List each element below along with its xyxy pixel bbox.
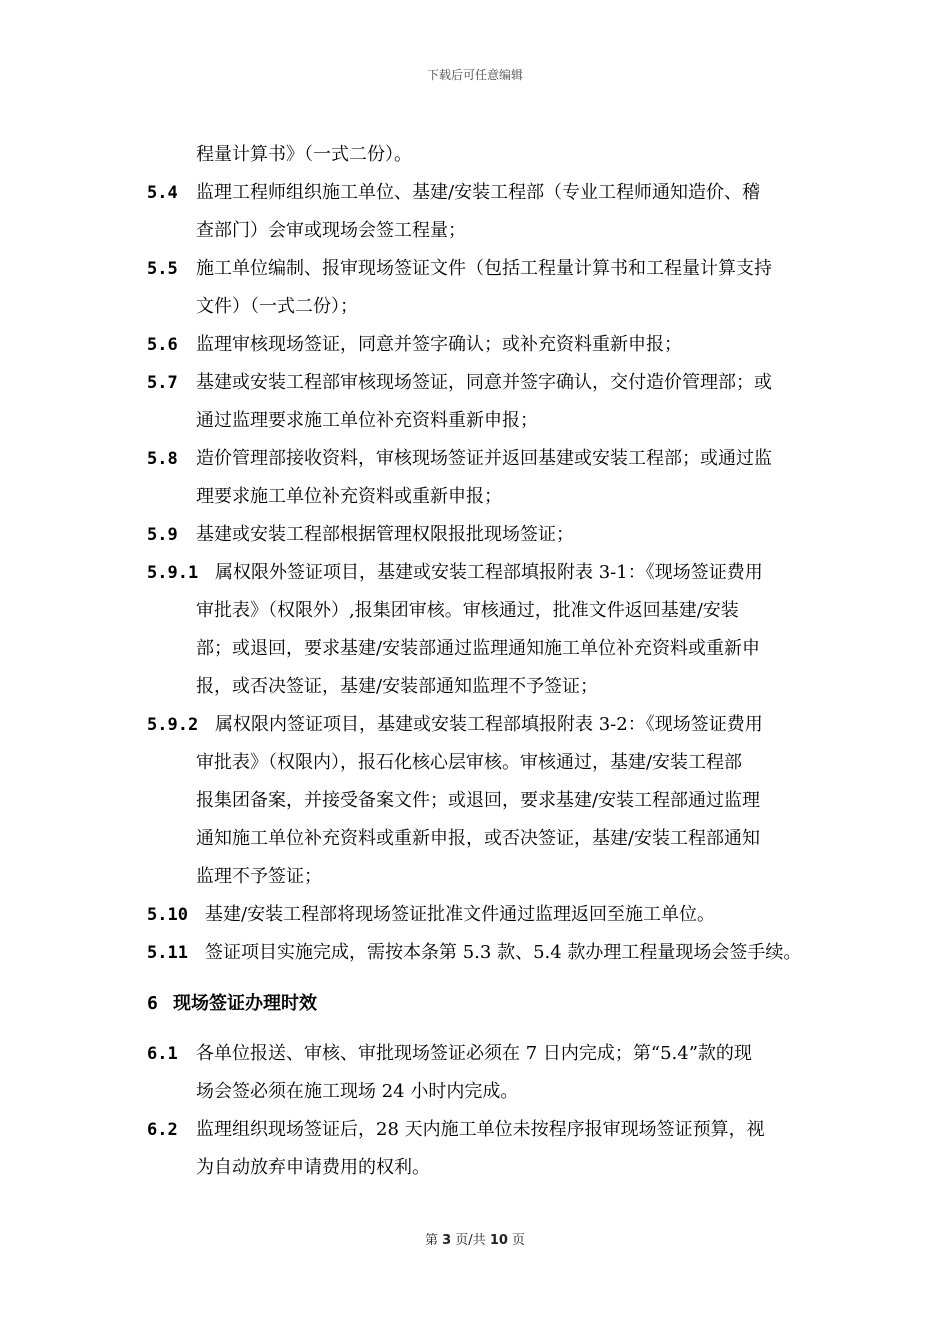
continuation-line bbox=[147, 136, 827, 174]
clause-line bbox=[147, 1149, 827, 1187]
footer-page-number: 3 bbox=[442, 1233, 452, 1248]
clause-line bbox=[147, 630, 827, 668]
clause-line bbox=[147, 440, 827, 478]
clause-text: 文件）（一式二份）； bbox=[196, 296, 358, 317]
clause-number: 5.8 bbox=[147, 449, 178, 469]
clause-text: 通过监理要求施工单位补充资料重新申报； bbox=[196, 410, 538, 431]
clause-text: 场会签必须在施工现场 24 小时内完成。 bbox=[196, 1081, 519, 1102]
clause-line bbox=[147, 478, 827, 516]
footer-suffix: 页 bbox=[512, 1233, 526, 1248]
clause-line bbox=[147, 288, 827, 326]
clause-number: 6.1 bbox=[147, 1044, 178, 1064]
footer-middle: 页/共 bbox=[455, 1233, 486, 1248]
clause-number: 5.6 bbox=[147, 335, 178, 355]
clause-line bbox=[147, 782, 827, 820]
clause-number: 5.9.1 bbox=[147, 563, 199, 583]
document-body bbox=[147, 136, 827, 1187]
clause-line bbox=[147, 1073, 827, 1111]
clause-line bbox=[147, 706, 827, 744]
clause-line bbox=[147, 744, 827, 782]
clause-text: 监理不予签证； bbox=[196, 866, 322, 887]
clause-text: 通知施工单位补充资料或重新申报，或否决签证，基建/安装工程部通知 bbox=[196, 828, 761, 849]
clause-line bbox=[147, 1035, 827, 1073]
clause-list-5 bbox=[147, 174, 827, 972]
clause-line bbox=[147, 364, 827, 402]
clause-line bbox=[147, 516, 827, 554]
clause-line bbox=[147, 402, 827, 440]
clause-text: 监理组织现场签证后，28 天内施工单位未按程序报审现场签证预算，视 bbox=[196, 1119, 765, 1140]
clause-line bbox=[147, 174, 827, 212]
footer-total-pages: 10 bbox=[489, 1233, 508, 1248]
clause-text: 属权限内签证项目，基建或安装工程部填报附表 3-2：《现场签证费用 bbox=[215, 714, 763, 735]
clause-text: 查部门）会审或现场会签工程量； bbox=[196, 220, 466, 241]
clause-text: 报，或否决签证，基建/安装部通知监理不予签证； bbox=[196, 676, 599, 697]
clause-text: 施工单位编制、报审现场签证文件（包括工程量计算书和工程量计算支持 bbox=[196, 258, 772, 279]
clause-number: 5.9 bbox=[147, 525, 178, 545]
clause-text: 签证项目实施完成，需按本条第 5.3 款、5.4 款办理工程量现场会签手续。 bbox=[205, 942, 802, 963]
header-note: 下载后可任意编辑 bbox=[426, 68, 523, 82]
clause-line bbox=[147, 934, 827, 972]
page-footer bbox=[0, 1229, 950, 1248]
clause-number: 5.11 bbox=[147, 943, 188, 963]
clause-text: 基建/安装工程部将现场签证批准文件通过监理返回至施工单位。 bbox=[205, 904, 716, 925]
continuation-text: 程量计算书》（一式二份）。 bbox=[196, 144, 412, 165]
clause-line bbox=[147, 212, 827, 250]
clause-text: 造价管理部接收资料，审核现场签证并返回基建或安装工程部；或通过监 bbox=[196, 448, 772, 469]
clause-text: 审批表》（权限外）,报集团审核。审核通过，批准文件返回基建/安装 bbox=[196, 600, 739, 621]
clause-number: 5.7 bbox=[147, 373, 178, 393]
clause-text: 基建或安装工程部审核现场签证，同意并签字确认，交付造价管理部；或 bbox=[196, 372, 772, 393]
clause-number: 5.4 bbox=[147, 183, 178, 203]
section-title: 现场签证办理时效 bbox=[173, 993, 317, 1014]
clause-text: 各单位报送、审核、审批现场签证必须在 7 日内完成；第“5.4”款的现 bbox=[196, 1043, 752, 1064]
clause-number: 6.2 bbox=[147, 1120, 178, 1140]
clause-line bbox=[147, 592, 827, 630]
clause-text: 监理工程师组织施工单位、基建/安装工程部（专业工程师通知造价、稽 bbox=[196, 182, 761, 203]
clause-text: 理要求施工单位补充资料或重新申报； bbox=[196, 486, 502, 507]
clause-line bbox=[147, 668, 827, 706]
clause-text: 属权限外签证项目，基建或安装工程部填报附表 3-1：《现场签证费用 bbox=[215, 562, 763, 583]
section-heading bbox=[147, 985, 827, 1023]
clause-line bbox=[147, 820, 827, 858]
clause-line bbox=[147, 896, 827, 934]
clause-number: 5.5 bbox=[147, 259, 178, 279]
clause-text: 监理审核现场签证，同意并签字确认；或补充资料重新申报； bbox=[196, 334, 682, 355]
clause-text: 部；或退回，要求基建/安装部通过监理通知施工单位补充资料或重新申 bbox=[196, 638, 761, 659]
clause-text: 报集团备案，并接受备案文件；或退回，要求基建/安装工程部通过监理 bbox=[196, 790, 761, 811]
clause-text: 审批表》（权限内），报石化核心层审核。审核通过，基建/安装工程部 bbox=[196, 752, 743, 773]
clause-line bbox=[147, 1111, 827, 1149]
clause-number: 5.10 bbox=[147, 905, 188, 925]
clause-line bbox=[147, 250, 827, 288]
clause-line bbox=[147, 554, 827, 592]
clause-text: 为自动放弃申请费用的权利。 bbox=[196, 1157, 430, 1178]
section-number: 6 bbox=[147, 993, 158, 1014]
clause-number: 5.9.2 bbox=[147, 715, 199, 735]
clause-list-6 bbox=[147, 1035, 827, 1187]
clause-text: 基建或安装工程部根据管理权限报批现场签证； bbox=[196, 524, 574, 545]
clause-line bbox=[147, 326, 827, 364]
clause-line bbox=[147, 858, 827, 896]
footer-prefix: 第 bbox=[424, 1233, 438, 1248]
